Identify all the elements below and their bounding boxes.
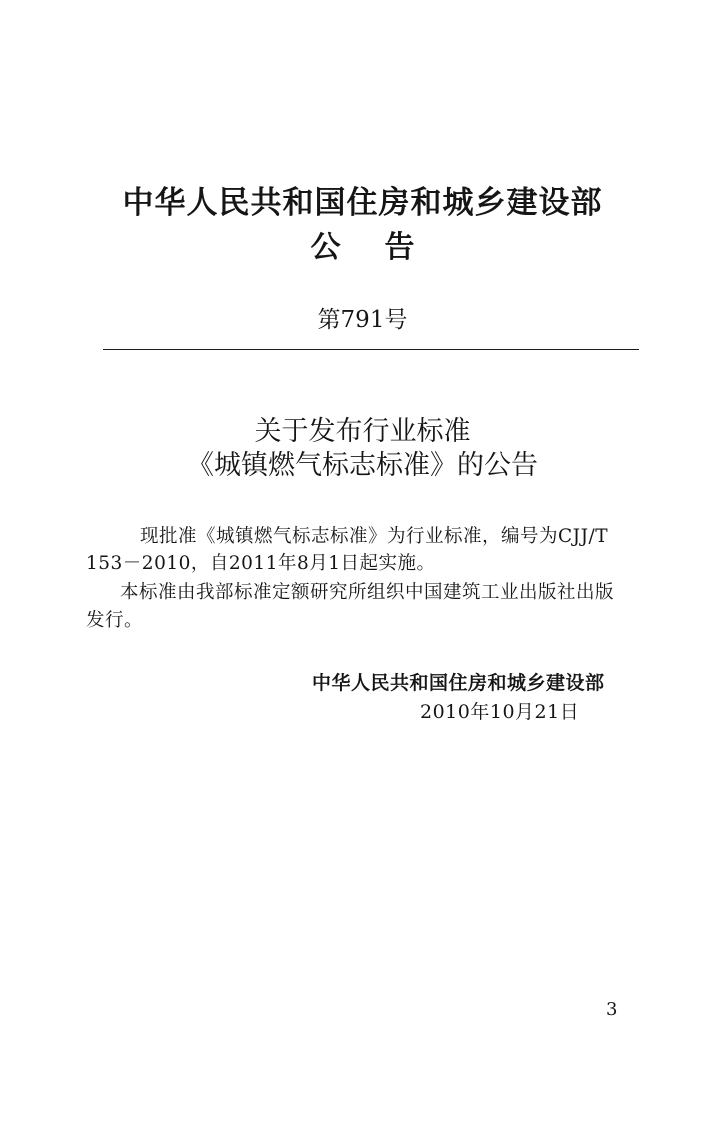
- notice-heading: 公告: [310, 230, 459, 265]
- signature-date: 2010年10月21日: [420, 701, 580, 723]
- paragraph-2-line-2: 发行。: [86, 610, 144, 631]
- paragraph-2-line-1: 本标准由我部标准定额研究所组织中国建筑工业出版社出版: [120, 582, 615, 603]
- notice-number: 第791号: [317, 307, 408, 333]
- subject-line-1: 关于发布行业标准: [254, 416, 471, 447]
- ministry-title: 中华人民共和国住房和城乡建设部: [122, 185, 603, 221]
- subject-line-2: 《城镇燃气标志标准》的公告: [187, 450, 538, 481]
- header-divider: [103, 349, 639, 350]
- page-number: 3: [606, 999, 618, 1020]
- paragraph-1-line-2: 153－2010，自2011年8月1日起实施。: [86, 553, 436, 574]
- signature-organization: 中华人民共和国住房和城乡建设部: [312, 672, 605, 694]
- paragraph-1-line-1: 现批准《城镇燃气标志标准》为行业标准，编号为CJJ/T: [140, 526, 609, 547]
